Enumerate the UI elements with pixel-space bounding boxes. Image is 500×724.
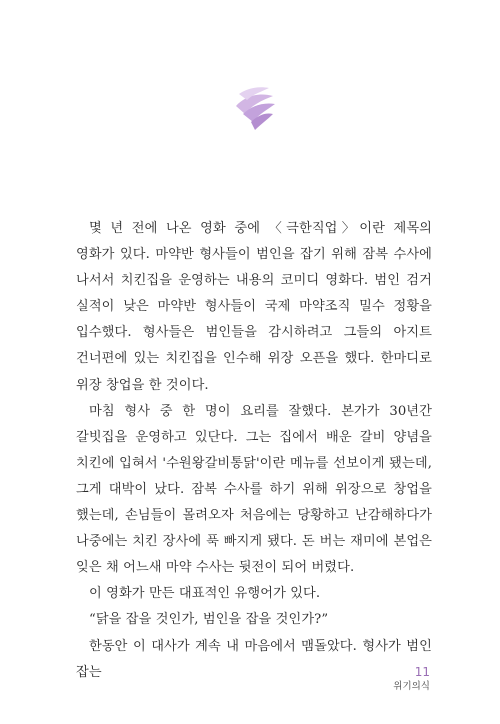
ribbon-ornament-icon [233, 84, 277, 132]
page-number: 11 [414, 665, 430, 679]
article-body [76, 216, 432, 686]
body-paragraph: 이 영화가 만든 대표적인 유행어가 있다. [89, 586, 321, 602]
body-paragraph: 몇 년 전에 나온 영화 중에 〈극한직업〉이란 제목의 영화가 있다. 마약반 형사들이 범인을 잡기 위해 잠복 수사에 나서서 치킨집을 운영하는 내용의 코미디 영화다. 범인 검거 실적이 낮은 마약반 형사들이 국제 마약조직 밀수 정황을 입수했다. 형사들은 범인들을 감시하려고 그들의 아지트 건너편에 있는 치킨집을 인수해 위장 오픈을 했다. 한마디로 위장 창업을 한 것이다. [76, 221, 432, 393]
body-paragraph: 한동안 이 대사가 계속 내 마음에서 맴돌았다. 형사가 범인 잡는 [76, 638, 432, 680]
body-paragraph: 마침 형사 중 한 명이 요리를 잘했다. 본가가 30년간 갈빗집을 운영하고 있단다. 그는 집에서 배운 갈비 양념을 치킨에 입혀서 '수원왕갈비통닭'이란 메뉴를 선보이게 됐는데, 그게 대박이 났다. 잠복 수사를 하기 위해 위장으로 창업을 했는데, 손님들이 몰려오자 처음에는 당황하고 난감해하다가 나중에는 치킨 장사에 푹 빠지게 됐다. 돈 버는 재미에 본업은 잊은 채 어느새 마약 수사는 뒷전이 되어 버렸다. [76, 403, 432, 576]
body-paragraph: “닭을 잡을 것인가, 범인을 잡을 것인가?” [89, 612, 329, 628]
page-footer [393, 664, 430, 694]
running-title: 위기의식 [393, 681, 430, 692]
